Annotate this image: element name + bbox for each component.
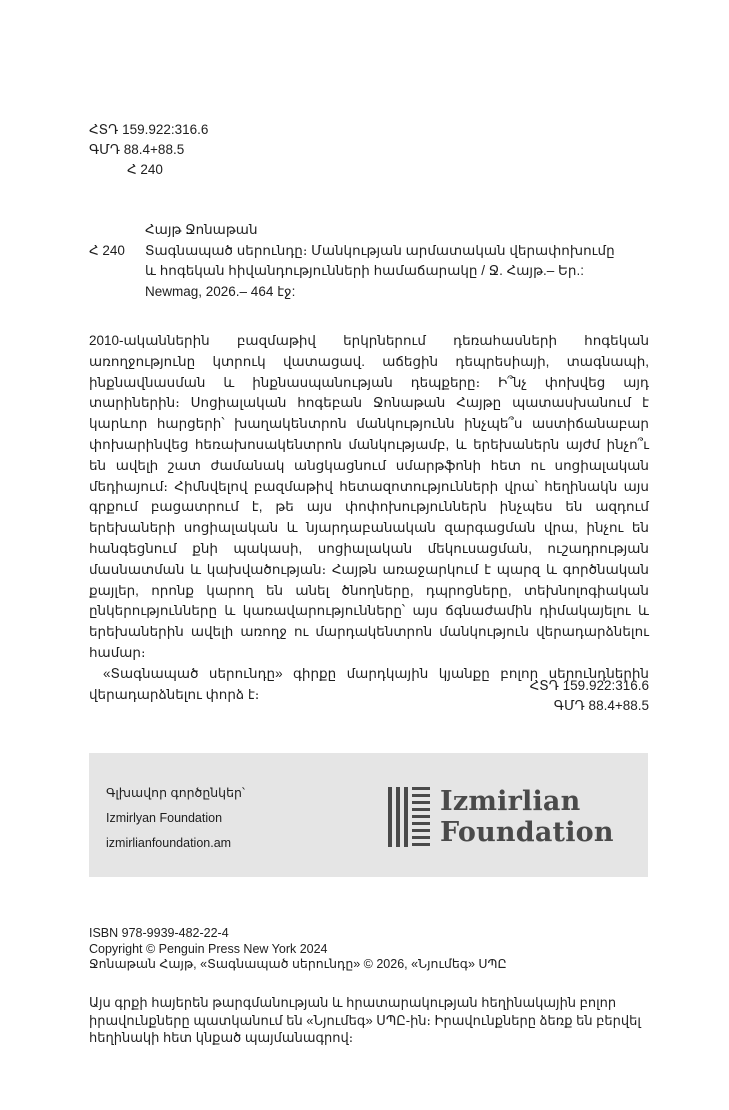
catalog-line: Newmag, 2026.– 464 էջ: [145, 283, 296, 299]
logo-wordmark [440, 786, 614, 848]
catalog-title-row [89, 241, 649, 262]
udc-code-bottom: ՀՏԴ 159.922:316.6 [529, 678, 649, 693]
partner-name: Izmirlyan Foundation [106, 811, 223, 825]
top-classification-codes [89, 120, 208, 180]
partner-website: izmirlianfoundation.am [106, 836, 232, 850]
abstract-paragraph-1: 2010-ականներին բազմաթիվ երկրներում դեռահասների հոգեկան առողջությունը կտրուկ վատացավ. աճեցին դեպրեսիայի, տագնապի, ինքնավնասման և ինքնասպանության դեպքերը։ Ի՞նչ փոխվեց այդ տարիներին։ Սոցիալական հոգեբան Ջոնաթան Հայթը պատասխանում է կարևոր հարցերի՝ խաղակենտրոն մանկությունն ինչպե՞ս աստիճանաբար փոխարինվեց հեռախոսակենտրոն մանկությամբ, և երեխաներն այժմ ինչո՞ւ են ավելի շատ ժամանակ անցկացնում սմարթֆոնի հետ ու սոցիալական մեդիայում։ Հիմնվելով բազմաթիվ հետազոտությունների վրա՝ հեղինակն այս գրքում բացատրում է, թե այս փոփոխություններն ինչպես են ազդում երեխաների սոցիալական և նյարդաբանական զարգացման վրա, ինչու են հանգեցնում քնի պակասի, սոցիալական մեկուսացման, ուշադրության մասնատման և կախվածության։ Հայթն առաջարկում է պարզ և գործնական քայլեր, որոնք կարող են անել ծնողները, դպրոցները, տեխնոլոգիական ընկերությունները և կառավարությունները՝ այս ճգնաժամին դիմակայելու և երեխաներին ավելի առողջ ու մարդակենտրոն մանկություն վերադարձնելու համար։ [89, 333, 649, 660]
catalog-title-row [89, 282, 649, 303]
logo-word-foundation: Foundation [440, 817, 614, 848]
isbn: ISBN 978-9939-482-22-4 [89, 926, 229, 940]
catalog-mark: Հ 240 [89, 242, 125, 258]
abstract-paragraph-2: «Տագնապած սերունդը» գիրքը մարդկային կյանքը բոլոր սերունդներին վերադարձնելու փորձ է։ [89, 665, 649, 702]
udc-code-top: ՀՏԴ 159.922:316.6 [89, 122, 209, 137]
catalog-title-row [89, 261, 649, 282]
book-abstract [89, 331, 649, 705]
bottom-classification-codes [530, 676, 649, 716]
foundation-logo-icon [388, 787, 430, 847]
catalog-line: և հոգեկան հիվանդությունների համաճարակը / Ջ. Հայթ.– Եր.: [145, 263, 584, 278]
catalog-author-row [89, 220, 649, 241]
logo-word-izmirlian: Izmirlian [440, 786, 581, 817]
bbk-code-bottom: ԳՄԴ 88.4+88.5 [553, 698, 649, 713]
copyright-translation: Ջոնաթան Հայթ, «Տագնապած սերունդը» © 2026, «Նյումեգ» ՍՊԸ [89, 957, 507, 971]
author-mark-top: Հ 240 [127, 162, 163, 177]
izmirlian-foundation-logo [388, 786, 614, 848]
partner-info [106, 781, 245, 856]
publication-info [89, 926, 507, 973]
bbk-code-top: ԳՄԴ 88.4+88.5 [89, 142, 185, 157]
rights-notice: Այս գրքի հայերեն թարգմանության և հրատարակության հեղինակային բոլոր իրավունքները պատկանում են «Նյումեգ» ՍՊԸ-ին։ Իրավունքները ձեռք են բերվել հեղինակի հետ կնքած պայմանագրով։ [89, 995, 641, 1045]
catalog-record [89, 220, 649, 302]
copyright-original: Copyright © Penguin Press New York 2024 [89, 941, 328, 956]
partner-label: Գլխավոր գործընկեր՝ [106, 786, 245, 800]
catalog-author: Հայթ Ջոնաթան [145, 222, 258, 237]
catalog-line: Տագնապած սերունդը։ Մանկության արմատական վերափոխումը [145, 242, 615, 258]
